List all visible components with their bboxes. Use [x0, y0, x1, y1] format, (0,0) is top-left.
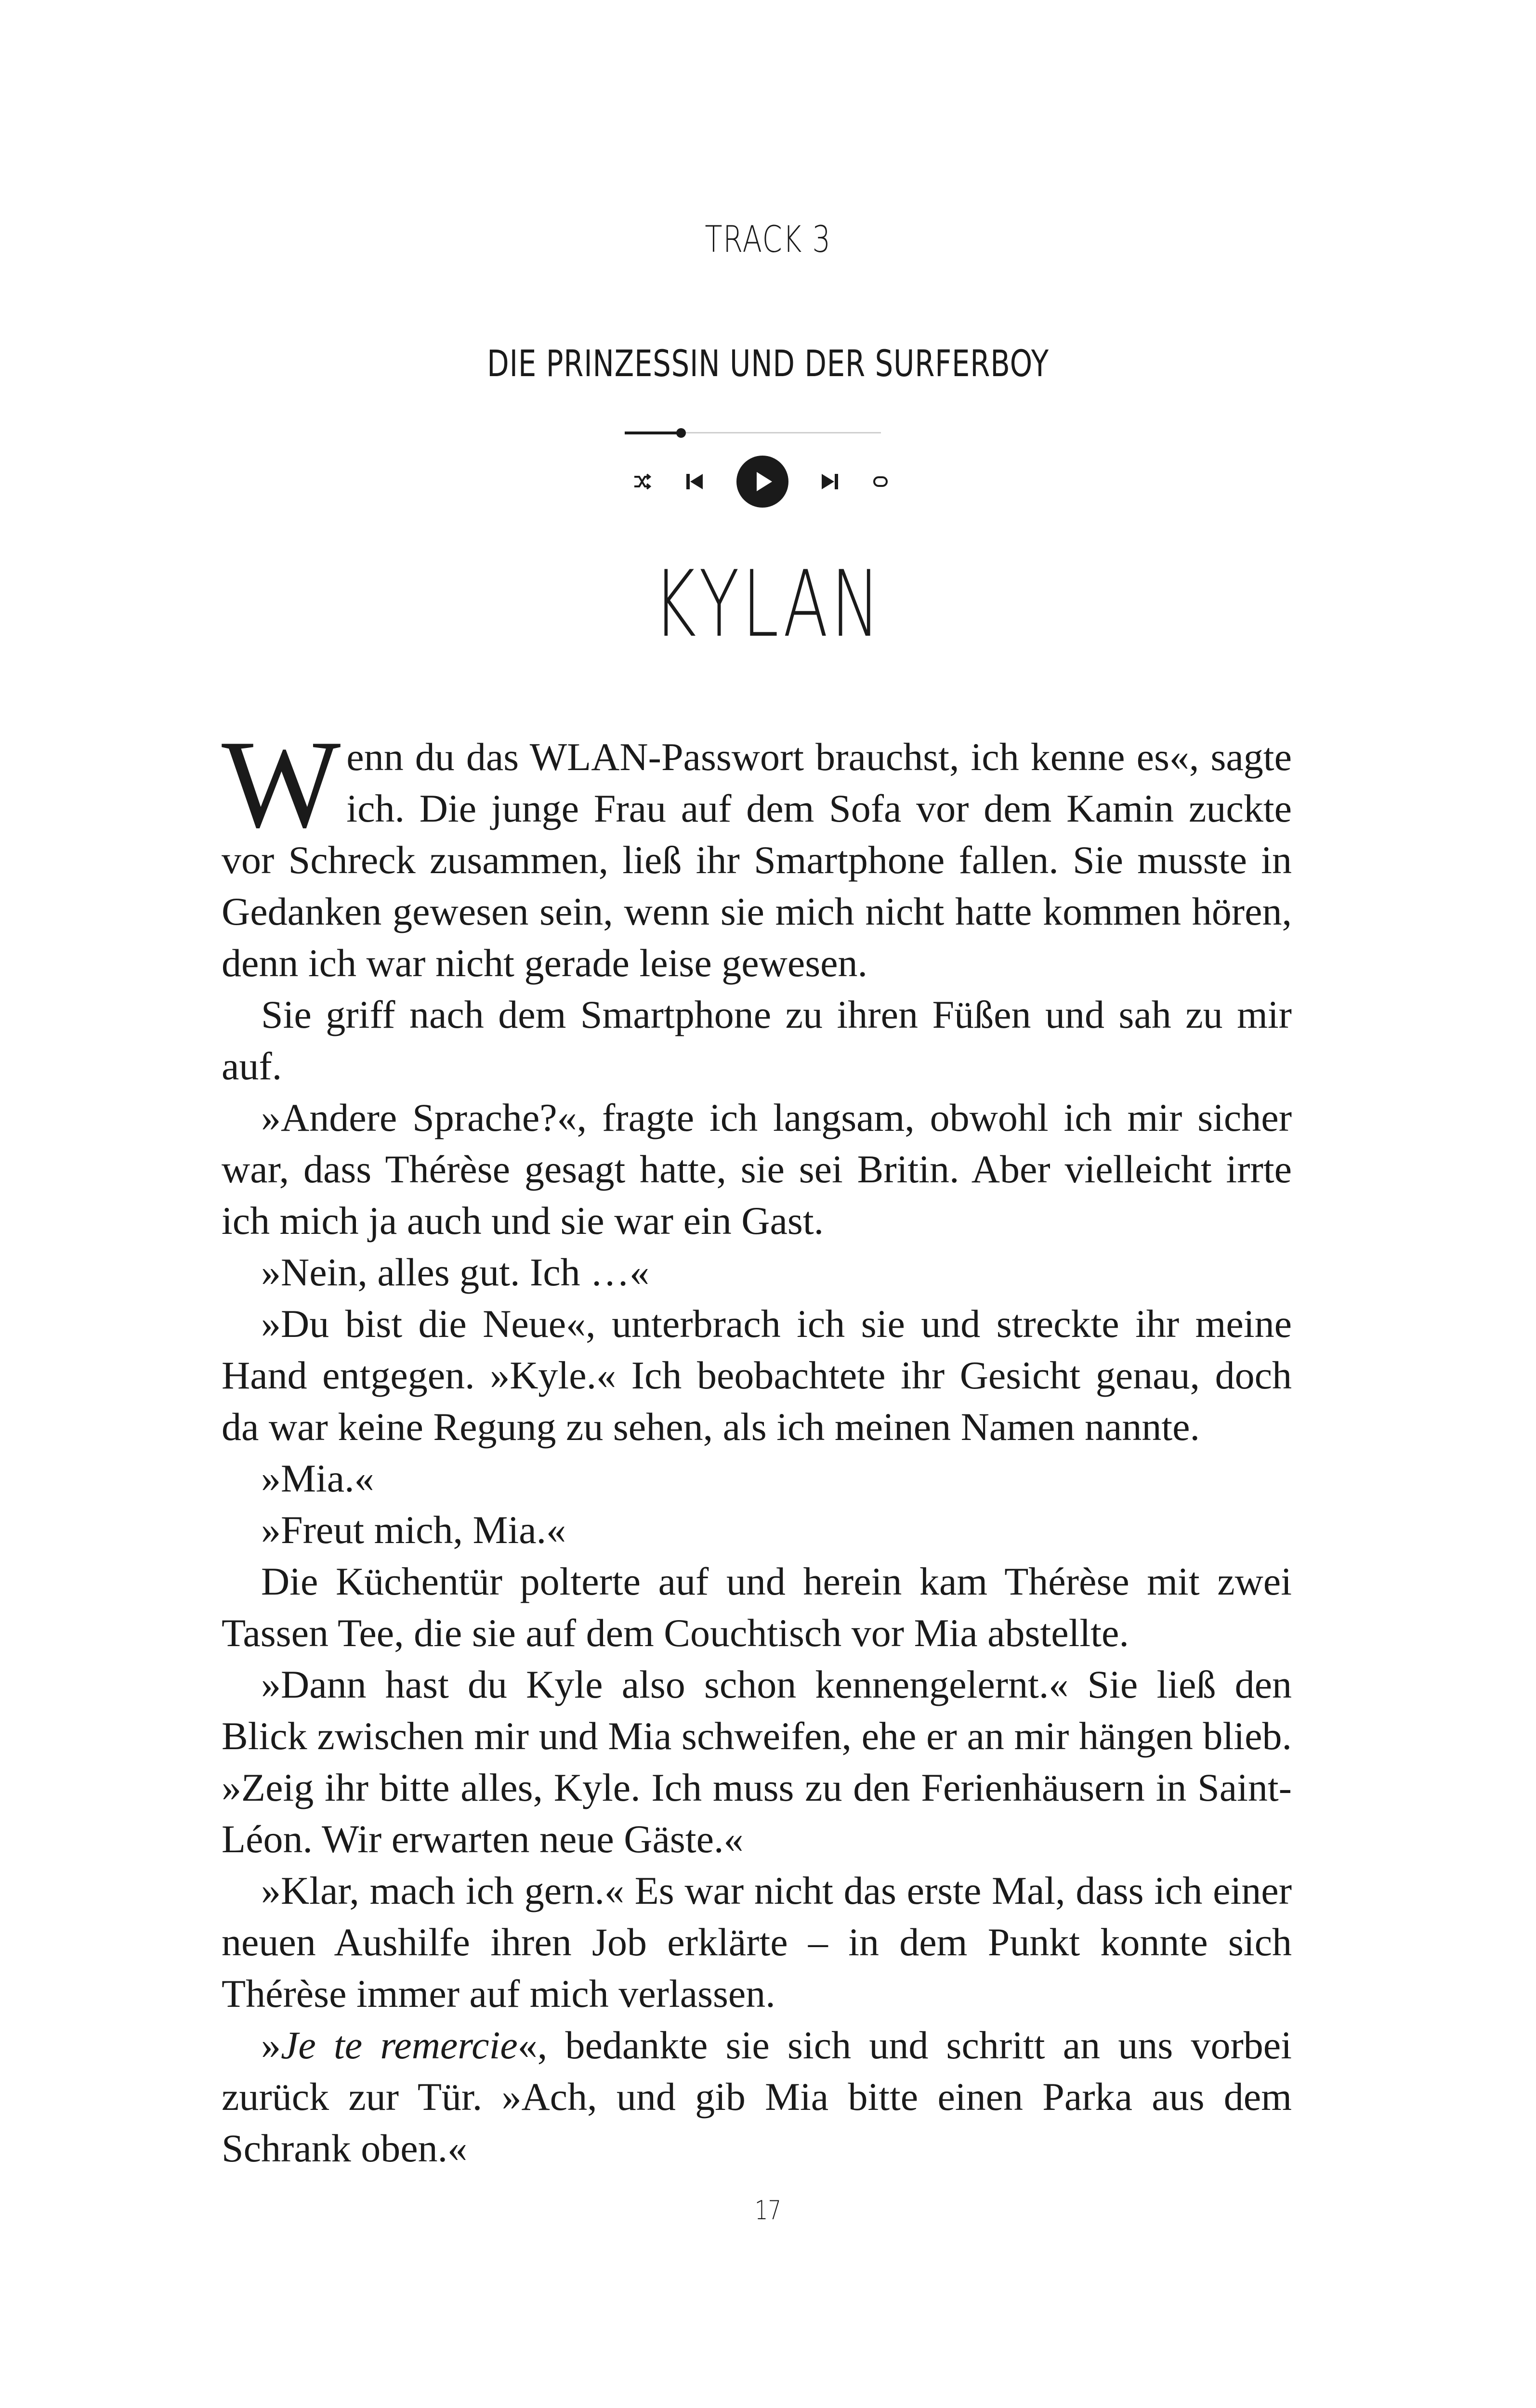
paragraph: »Freut mich, Mia.«	[261, 1508, 566, 1552]
quote-open: »	[261, 2023, 281, 2067]
track-title: DIE PRINZESSIN UND DER SURFERBOY	[487, 342, 1049, 385]
skip-next-icon	[811, 453, 849, 510]
progress-bar	[625, 427, 881, 439]
play-icon	[735, 455, 789, 509]
shuffle-icon	[625, 453, 659, 510]
paragraph	[222, 714, 1292, 989]
paragraph: Sie griff nach dem Smartphone zu ihren Füßen und sah zu mir auf.	[222, 993, 1292, 1088]
skip-previous-icon	[675, 453, 714, 510]
repeat-icon	[864, 453, 897, 510]
paragraph: »Nein, alles gut. Ich …«	[261, 1250, 650, 1294]
progress-fill	[625, 432, 681, 434]
paragraph: »Dann hast du Kyle also schon kennengelernt.« Sie ließ den Blick zwischen mir und Mia schweifen, ehe er an mir hängen blieb. »Zeig ihr bitte alles, Kyle. Ich muss zu den Ferienhäusern in Saint-Léon. Wir erwarten neue Gäste.«	[222, 1662, 1292, 1861]
page-number: 17	[755, 2195, 781, 2225]
body-text	[222, 714, 1292, 2174]
progress-knob	[676, 428, 686, 438]
paragraph	[222, 2019, 1292, 2174]
paragraph: Die Küchentür polterte auf und herein kam Thérèse mit zwei Tassen Tee, die sie auf dem Couchtisch vor Mia abstellte.	[222, 1559, 1292, 1655]
italic-phrase: Je te remercie	[281, 2023, 518, 2067]
paragraph: »Mia.«	[261, 1456, 374, 1500]
track-label: TRACK 3	[705, 218, 831, 261]
drop-cap: W	[222, 714, 341, 854]
paragraph-text: enn du das WLAN-Passwort brauchst, ich kenne es«, sagte ich. Die junge Frau auf dem Sofa vor dem Kamin zuckte vor Schreck zusammen, ließ ihr Smartphone fallen. Sie musste in Gedanken gewesen sein, wenn sie mich nicht hatte kommen hören, denn ich war nicht gerade leise gewesen.	[222, 735, 1292, 985]
play-button	[734, 453, 791, 510]
paragraph: »Klar, mach ich gern.« Es war nicht das erste Mal, dass ich einer neuen Aushilfe ihren Job erklärte – in dem Punkt konnte sich Thérèse immer auf mich verlassen.	[222, 1869, 1292, 2015]
chapter-headline: KYLAN	[653, 551, 883, 657]
paragraph-text: «, bedankte sie sich und schritt an uns vorbei zurück zur Tür. »Ach, und gib Mia bitte einen Parka aus dem Schrank oben.«	[222, 2023, 1292, 2170]
paragraph: »Andere Sprache?«, fragte ich langsam, obwohl ich mir sicher war, dass Thérèse gesagt hatte, sie sei Britin. Aber vielleicht irrte ich mich ja auch und sie war ein Gast.	[222, 1096, 1292, 1243]
paragraph: »Du bist die Neue«, unterbrach ich sie und streckte ihr meine Hand entgegen. »Kyle.« Ich beobachtete ihr Gesicht genau, doch da war keine Regung zu sehen, als ich meinen Namen nannte.	[222, 1302, 1292, 1449]
player-controls	[0, 453, 1536, 510]
